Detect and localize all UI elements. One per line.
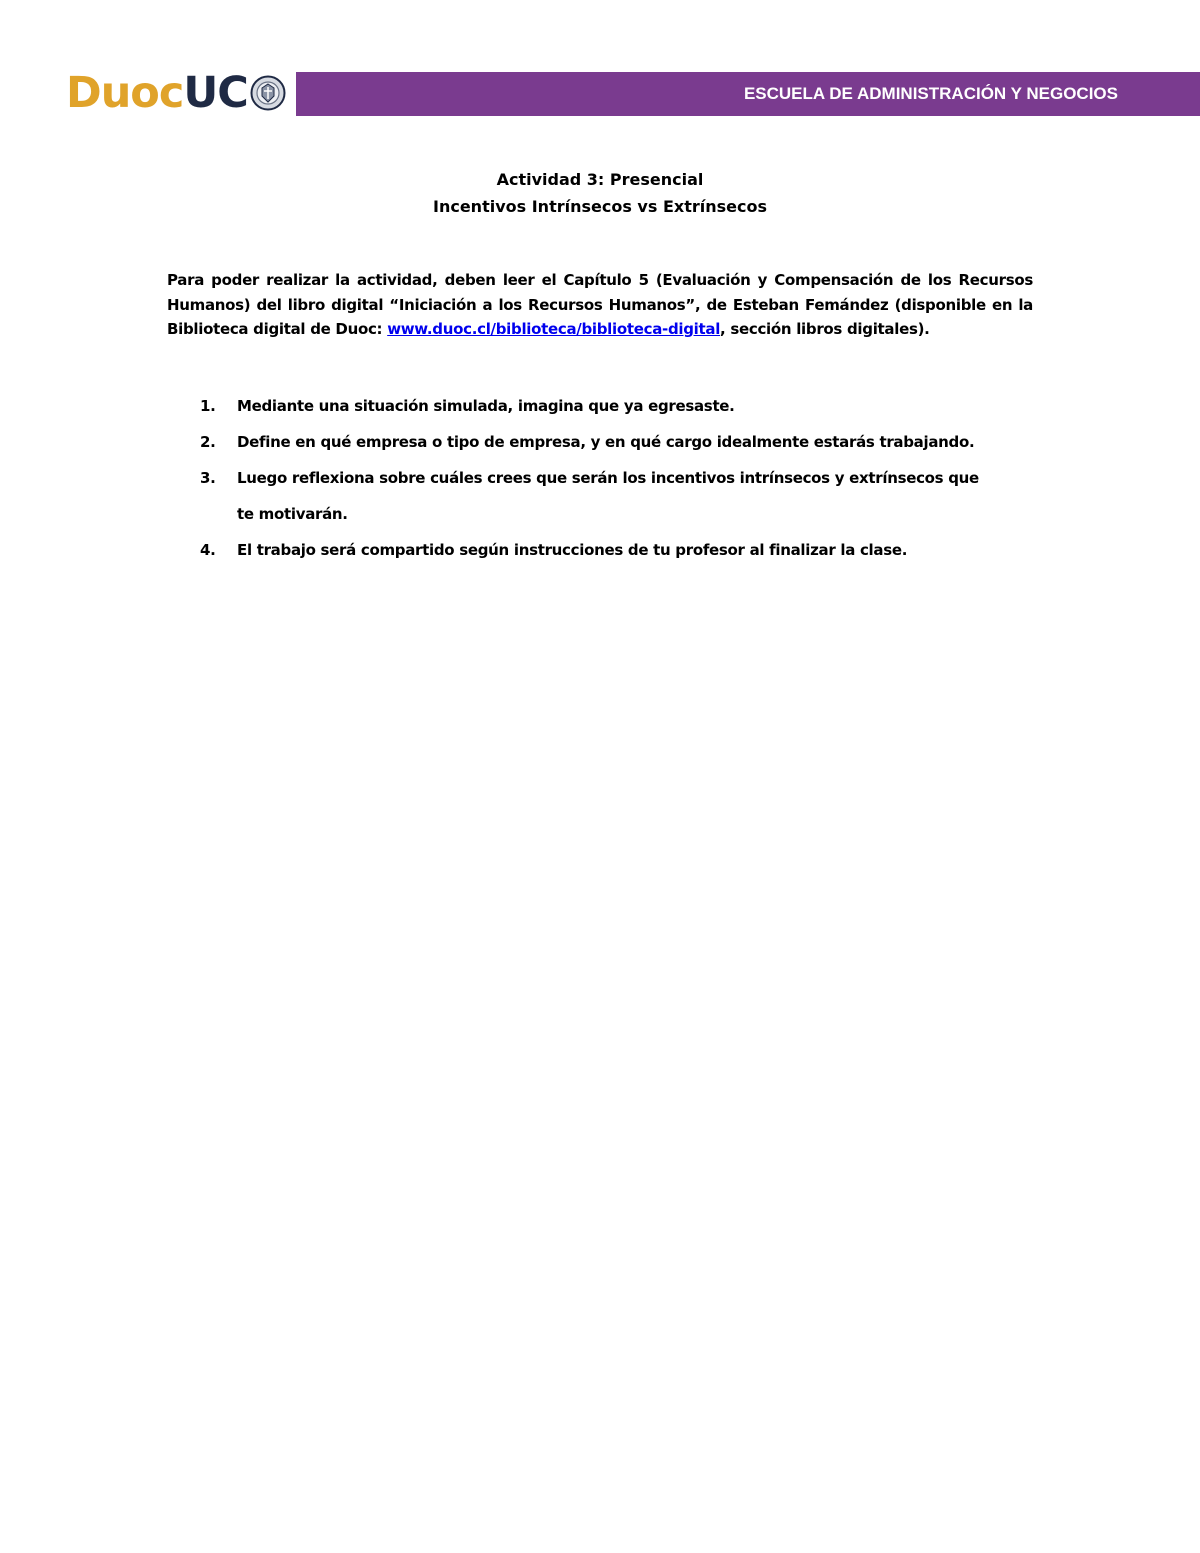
step-text: Luego reflexiona sobre cuáles crees que serán los incentivos intrínsecos y extrínsecos que te motivarán. bbox=[237, 469, 979, 523]
list-item bbox=[200, 532, 1000, 568]
step-number: 4. bbox=[200, 541, 216, 559]
library-link[interactable]: www.duoc.cl/biblioteca/biblioteca-digital bbox=[387, 320, 721, 338]
intro-text-after-link: , sección libros digitales). bbox=[720, 320, 930, 338]
intro-text-before-link: Para poder realizar la actividad, deben leer el Capítulo 5 (Evaluación y Compensación de los Recursos Humanos) del libro digital “Iniciación a los Recursos Humanos”, de Esteban Femández (disponible en la Biblioteca digital de Duoc: bbox=[167, 271, 1033, 338]
list-item bbox=[200, 460, 1000, 532]
intro-paragraph bbox=[167, 268, 1033, 342]
logo-duoc-text: Duoc bbox=[66, 67, 184, 118]
list-item bbox=[200, 424, 1000, 460]
school-name: ESCUELA DE ADMINISTRACIÓN Y NEGOCIOS bbox=[743, 84, 1118, 103]
activity-steps-list bbox=[200, 388, 1000, 568]
school-header-bar bbox=[296, 72, 1200, 116]
step-text: Mediante una situación simulada, imagina que ya egresaste. bbox=[237, 397, 735, 415]
document-subtitle: Incentivos Intrínsecos vs Extrínsecos bbox=[433, 197, 767, 216]
step-text: Define en qué empresa o tipo de empresa, y en qué cargo idealmente estarás trabajando. bbox=[237, 433, 975, 451]
step-text: El trabajo será compartido según instrucciones de tu profesor al finalizar la clase. bbox=[237, 541, 908, 559]
document-titles bbox=[0, 166, 1200, 220]
step-number: 1. bbox=[200, 397, 216, 415]
duoc-uc-logo bbox=[66, 66, 286, 120]
step-number: 2. bbox=[200, 433, 216, 451]
list-item bbox=[200, 388, 1000, 424]
logo-uc-text: UC bbox=[183, 67, 248, 118]
document-title: Actividad 3: Presencial bbox=[496, 170, 704, 189]
step-number: 3. bbox=[200, 469, 216, 487]
university-seal-icon bbox=[250, 75, 286, 111]
